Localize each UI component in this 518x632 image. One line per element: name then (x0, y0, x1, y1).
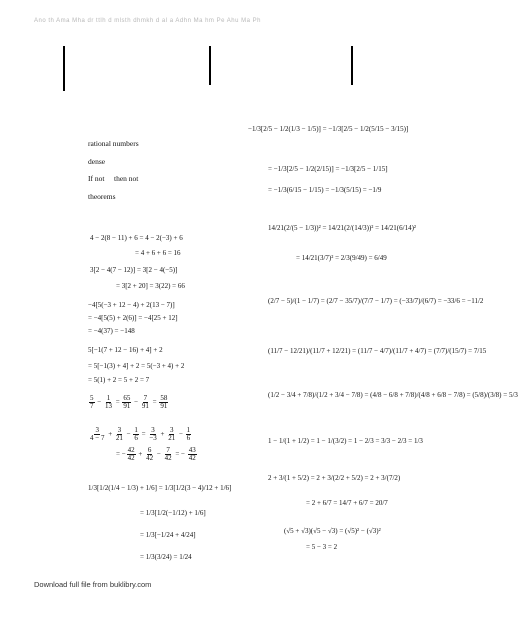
note-theorems: theorems (88, 192, 116, 201)
note-if-not: If not (88, 174, 105, 183)
eq-right-10: 2 + 3/(1 + 5/2) = 2 + 3/(2/2 + 5/2) = 2 + 3/(7/2) (268, 474, 401, 482)
footer-download-link[interactable]: Download full file from buklibry.com (34, 580, 152, 589)
eq-left-nested-1: 1/3[1/2(1/4 − 1/3) + 1/6] = 1/3[1/2(3 − 4)/12 + 1/6] (88, 484, 232, 492)
eq-left-mixed-fractions-result: = − $\frac{42}{42}$ + $\frac{6}{42}$ − $\frac{7}{42}$ = − $\frac{43}{42}$ (116, 446, 196, 462)
center-bar (209, 46, 211, 85)
eq-left-10: = 5(1) + 2 = 5 + 2 = 7 (88, 376, 150, 384)
eq-left-8: 5[−1(7 + 12 − 16) + 4] + 2 (88, 346, 163, 354)
eq-right-7: (11/7 − 12/21)/(11/7 + 12/21) = (11/7 − 4/7)/(11/7 + 4/7) = (7/7)/(15/7) = 7/15 (268, 347, 487, 355)
eq-left-6: = −4[5(5) + 2(6)] = −4[25 + 12] (88, 314, 178, 322)
eq-left-9: = 5[−1(3) + 4] + 2 = 5(−3 + 4) + 2 (88, 362, 185, 370)
header-faint-text: Ano th Ama Mha dr ttlh d mlsth dhmkh d al a Adhn Ma hm Pe Ahu Ma Ph (34, 18, 261, 24)
eq-left-nested-2: = 1/3[1/2(−1/12) + 1/6] (140, 509, 206, 517)
eq-left-3: 3[2 − 4(7 − 12)] = 3[2 − 4(−5)] (90, 266, 178, 274)
left-margin-bar (63, 46, 65, 91)
eq-left-nested-3: = 1/3[−1/24 + 4/24] (140, 531, 196, 539)
eq-right-4: 14/21(2/(5 − 1/3))² = 14/21(2/(14/3))² = 14/21(6/14)² (268, 224, 417, 232)
eq-right-12: (√5 + √3)(√5 − √3) = (√5)² − (√3)² (284, 527, 381, 535)
eq-left-fraction-sum: $\frac{5}{7}$ − $\frac{1}{13}$ = $\frac{65}{91}$ − $\frac{7}{91}$ = $\frac{58}{91}$ (90, 394, 168, 410)
eq-left-5: −4[5(−3 + 12 − 4) + 2(13 − 7)] (88, 301, 175, 309)
note-rational-numbers: rational numbers (88, 139, 139, 148)
eq-left-7: = −4(37) = −148 (88, 327, 135, 335)
eq-right-3: = −1/3(6/15 − 1/15) = −1/3(5/15) = −1/9 (268, 186, 382, 194)
eq-left-4: = 3[2 + 20] = 3(22) = 66 (116, 282, 185, 290)
eq-right-2: = −1/3[2/5 − 1/2(2/15)] = −1/3[2/5 − 1/15] (268, 165, 388, 173)
eq-right-5: = 14/21(3/7)² = 2/3(9/49) = 6/49 (296, 254, 387, 262)
eq-right-8: (1/2 − 3/4 + 7/8)/(1/2 + 3/4 − 7/8) = (4/8 − 6/8 + 7/8)/(4/8 + 6/8 − 7/8) = (5/8)/(3/8) = 5/3 (268, 391, 518, 399)
right-bar (351, 46, 353, 85)
eq-right-11: = 2 + 6/7 = 14/7 + 6/7 = 20/7 (306, 499, 388, 507)
note-dense: dense (88, 157, 106, 166)
eq-right-6: (2/7 − 5)/(1 − 1/7) = (2/7 − 35/7)/(7/7 − 1/7) = (−33/7)/(6/7) = −33/6 = −11/2 (268, 297, 484, 305)
eq-right-1: −1/3[2/5 − 1/2(1/3 − 1/5)] = −1/3[2/5 − 1/2(5/15 − 3/15)] (248, 125, 409, 133)
eq-left-nested-4: = 1/3(3/24) = 1/24 (140, 553, 192, 561)
eq-right-9: 1 − 1/(1 + 1/2) = 1 − 1/(3/2) = 1 − 2/3 = 3/3 − 2/3 = 1/3 (268, 437, 423, 445)
eq-left-2: = 4 + 6 + 6 = 16 (135, 249, 181, 257)
note-then-not: then not (114, 174, 139, 183)
eq-right-13: = 5 − 3 = 2 (306, 543, 338, 551)
eq-left-mixed-fractions: $\frac{3}{4 - 7}$ + $\frac{3}{21}$ − $\frac{1}{6}$ = $\frac{3}{-3}$ + $\frac{3}{21}$ − $\frac{1}{6}$ (90, 426, 191, 442)
eq-left-1: 4 − 2(8 − 11) + 6 = 4 − 2(−3) + 6 (90, 234, 183, 242)
